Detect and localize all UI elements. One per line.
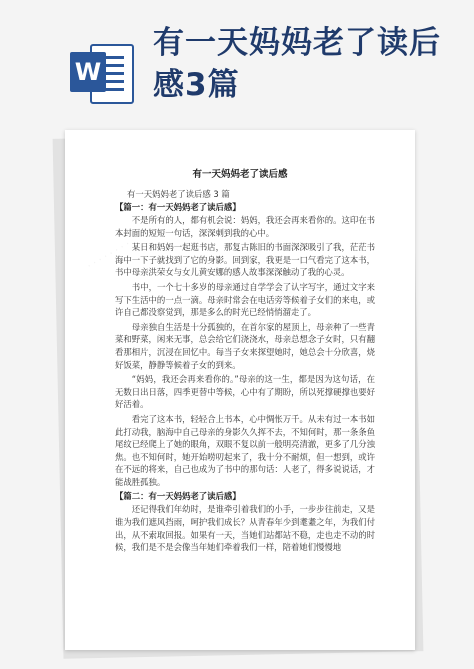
- paragraph: 某日和妈妈一起逛书店，那复古陈旧的书面深深吸引了我，茫茫书海中一下子就找到了它的身影。回到家，我更是一口气看完了这本书，书中母亲洪荣女与女儿黄安娜的感人故事深深触动了我的心灵。: [115, 242, 375, 278]
- banner-title: 有一天妈妈老了读后感3篇: [153, 25, 441, 103]
- paragraph: 书中，一个七十多岁的母亲通过自学学会了认字写字，通过文字来写下生活中的一点一滴。母亲时常会在电话旁等候着子女们的来电，或许自己都没察觉到，那是多么的时光已经悄悄溜走了。: [115, 281, 375, 318]
- document-subtitle: 有一天妈妈老了读后感 3 篇: [127, 189, 230, 199]
- paragraph: 看完了这本书，轻轻合上书本，心中惆怅万千。从未有过一本书如此打动我，脑海中自己母亲的身影久久挥不去，不知何时，那一条条鱼尾纹已经爬上了她的眼角，双眼不复以前一般明亮清澈，更多了几分浊焦。也不知何时，她开始唠叨起来了，我十分不耐烦，但一想到，或许在不远的将来，自己也成为了书中的那句话：人老了，得多说说话，才能战胜孤独。: [115, 413, 375, 487]
- paragraph: “妈妈，我还会再来看你的。”母亲的这一生，都是因为这句话，在无数日出日落，四季更替中等候，心中有了期盼，所以死撑硬撑也要好好活着。: [115, 374, 375, 410]
- section-heading-1: 【篇一：有一天妈妈老了读后感】: [115, 202, 241, 212]
- word-icon-letter: W: [70, 52, 106, 92]
- paragraph: 还记得我们年幼时，是谁牵引着我们的小手，一步步往前走，又是谁为我们遮风挡雨，呵护我们成长？从青春年少到耄耋之年，为我们付出，从不索取回报。如果有一天，当她们站都站不稳，走也走不动的时候，我们是不是会像当年她们牵着我们一样，陪着她们慢慢地: [115, 504, 375, 553]
- section-heading-2: 【篇二：有一天妈妈老了读后感】: [115, 491, 241, 502]
- paragraph: 不是所有的人，都有机会说：妈妈，我还会再来看你的。这印在书本封面的短短一句话，深深刺到我的心中。: [115, 215, 375, 238]
- paragraph: 母亲独自生活是十分孤独的，在首尔家的屋顶上，母亲种了一些青菜和野菜，闲来无事，总会给它们浇浇水，母亲总想念子女时，只有翻看那相片，沉浸在回忆中。每当子女来探望她时，她总会十分欣喜，烧好饭菜，静静等候着子女的到来。: [115, 321, 375, 370]
- document-title: 有一天妈妈老了读后感: [192, 169, 288, 180]
- watermark: · · · · · · · ·: [85, 238, 133, 273]
- document-page: [65, 130, 415, 650]
- banner: [0, 0, 474, 120]
- document-body: [115, 188, 375, 556]
- word-document-icon: [70, 40, 132, 104]
